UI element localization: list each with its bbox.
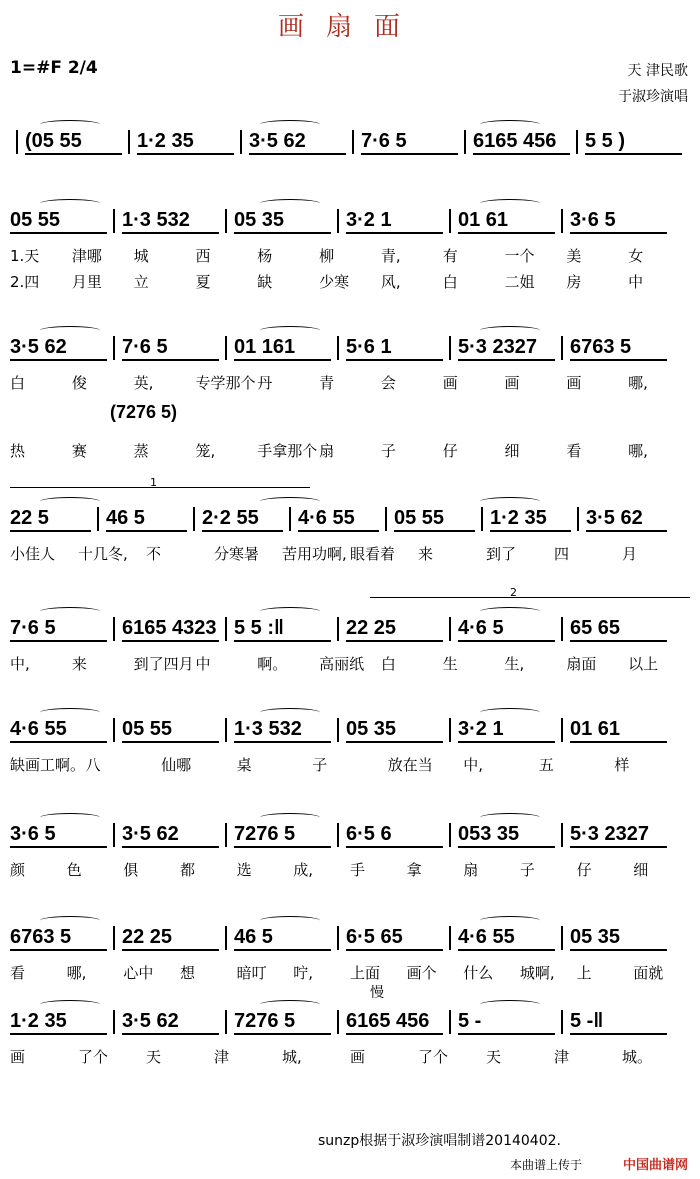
measure: 4·6 5 [458,617,555,642]
lyric-syllable: 城。 [622,1048,653,1066]
measure: 7276 5 [234,1010,331,1035]
lyric-syllable: 城, [282,1048,302,1066]
lyric-syllable: 暗叮 [236,964,267,982]
lyric-line-1 [10,1046,690,1067]
measure: 46 5 [106,507,187,532]
barline [337,926,339,950]
lyric-syllable: 五 [538,756,554,774]
lyric-syllable: 色 [66,861,82,879]
slur-mark [40,1000,100,1009]
barline [577,507,579,531]
slur-mark [40,199,100,208]
barline [576,130,578,154]
barline [337,209,339,233]
lyric-syllable: 生, [504,655,525,673]
lyric-syllable: 子 [519,861,535,879]
slur-mark [40,708,100,717]
barline [449,617,451,641]
lyric-syllable: 都 [179,861,195,879]
barline [128,130,130,154]
lyric-syllable: 十几冬, [78,545,128,563]
measure: 5 -‖ [570,1010,667,1035]
lyric-syllable: 画 [442,374,458,392]
lyric-syllable: 津哪 [71,247,102,265]
lyric-line-1 [10,543,690,564]
lyric-syllable: 仔 [576,861,592,879]
volta-bracket [370,586,690,599]
measure: 22 25 [346,617,443,642]
barline [561,718,563,742]
notation-line [10,209,690,239]
measure: 05 55 [10,209,107,234]
barline [449,926,451,950]
barline [225,209,227,233]
barline [113,823,115,847]
measure: 6165 456 [473,130,570,155]
lyric-syllable: 拿 [406,861,422,879]
barline [113,209,115,233]
lyric-syllable: 手 [349,861,365,879]
barline [16,130,18,154]
measure: 4·6 55 [10,718,107,743]
barline [449,1010,451,1034]
lyric-syllable: 来 [418,545,434,563]
notation-line [10,1010,690,1040]
lyric-syllable: 天 [486,1048,502,1066]
slur-mark [260,607,320,616]
measure: (05 55 [25,130,122,155]
measure: 053 35 [458,823,555,848]
measure: 6763 5 [10,926,107,951]
barline [337,718,339,742]
lyric-syllable: 风, [380,273,401,291]
lyric-syllable: 有 [442,247,458,265]
barline [225,617,227,641]
lyric-syllable: 细 [633,861,649,879]
measure: 46 5 [234,926,331,951]
barline [561,209,563,233]
barline [113,617,115,641]
measure: 3·6 5 [10,823,107,848]
volta-bracket [10,476,310,489]
measure: 7·6 5 [10,617,107,642]
lyric-syllable: 少寒 [319,273,350,291]
song-origin: 天 津民歌 [627,63,688,79]
slur-mark [40,497,100,506]
slur-mark [40,326,100,335]
barline [240,130,242,154]
measure: 3·5 62 [122,1010,219,1035]
lyric-syllable: 画 [504,374,520,392]
lyric-syllable: 想 [179,964,195,982]
measure: 5 - [458,1010,555,1035]
lyric-syllable: 柳 [319,247,335,265]
slur-mark [480,497,540,506]
measure: 1·3 532 [234,718,331,743]
lyric-syllable: 手拿那个 [257,442,318,460]
barline [449,336,451,360]
barline [225,1010,227,1034]
measure: 6·5 65 [346,926,443,951]
slur-mark [260,120,320,129]
measure: 7·6 5 [122,336,219,361]
lyric-syllable: 生 [442,655,458,673]
measure: 7·6 5 [361,130,458,155]
barline [337,823,339,847]
measure: 5·3 2327 [570,823,667,848]
lyric-syllable: 笼, [195,442,216,460]
barline [113,1010,115,1034]
measure: 22 25 [122,926,219,951]
lyric-syllable: 样 [614,756,630,774]
measure: 05 35 [346,718,443,743]
lyric-syllable: 西 [195,247,211,265]
lyric-syllable: 津 [214,1048,230,1066]
lyric-syllable: 扇面 [566,655,597,673]
notation-line [10,507,690,537]
lyric-syllable: 夏 [195,273,211,291]
barline [289,507,291,531]
lyric-syllable: 面就 [633,964,664,982]
measure: 3·2 1 [346,209,443,234]
lyric-syllable: 桌 [236,756,252,774]
measure: 3·5 62 [10,336,107,361]
measure: 3·2 1 [458,718,555,743]
lyric-syllable: 女 [628,247,644,265]
lyric-syllable: 蒸 [133,442,149,460]
lyric-syllable: 缺画工啊。 [10,756,86,774]
barline [561,336,563,360]
slur-mark [260,708,320,717]
lyric-syllable: 画 [350,1048,366,1066]
slur-mark [40,120,100,129]
barline [561,823,563,847]
barline [337,1010,339,1034]
lyric-syllable: 专学那个 [195,374,256,392]
key-signature: 1=#F 2/4 [10,58,98,78]
measure: 7276 5 [234,823,331,848]
lyric-syllable: 月里 [71,273,102,291]
measure: 1·2 35 [490,507,571,532]
lyric-syllable: 哪, [628,374,648,392]
lyric-syllable: 仔 [442,442,458,460]
lyric-syllable: 房 [566,273,582,291]
lyric-syllable: 细 [504,442,520,460]
lyric-syllable: 分寒暑 [214,545,260,563]
slur-mark [260,326,320,335]
lyric-syllable: 眼看着 [350,545,396,563]
barline [113,926,115,950]
lyric-syllable: 来 [71,655,87,673]
barline [225,718,227,742]
measure: 05 35 [234,209,331,234]
measure: 05 35 [570,926,667,951]
slur-mark [260,813,320,822]
lyric-line-1 [10,754,690,775]
measure: 6763 5 [570,336,667,361]
lyric-syllable: 到了四月 [133,655,194,673]
lyric-syllable: 城 [133,247,149,265]
lyric-syllable: 四 [554,545,570,563]
barline [481,507,483,531]
tempo-marking: 慢 [370,985,384,1001]
lyric-syllable: 成, [293,861,314,879]
barline [385,507,387,531]
measure: 5·6 1 [346,336,443,361]
lyric-syllable: 颜 [10,861,26,879]
site-logo[interactable]: 中国曲谱网 [622,1158,688,1173]
slur-mark [480,1000,540,1009]
lyric-syllable: 心中 [123,964,154,982]
lyric-syllable: 中 [628,273,644,291]
upload-note: 本曲谱上传于 [510,1158,583,1172]
measure: 6·5 6 [346,823,443,848]
lyric-line-1 [10,245,690,266]
slur-mark [480,120,540,129]
slur-mark [260,199,320,208]
measure: 01 61 [570,718,667,743]
lyric-syllable: 哪, [66,964,87,982]
measure: 05 55 [122,718,219,743]
lyric-syllable: 俱 [123,861,139,879]
lyric-syllable: 选 [236,861,252,879]
lyric-line-1 [10,372,690,393]
slur-mark [260,916,320,925]
barline [337,617,339,641]
lyric-syllable: 八 [85,756,101,774]
performer: 于淑珍演唱 [618,89,688,105]
lyric-syllable: 一个 [504,247,535,265]
lyric-syllable: 了个 [418,1048,449,1066]
lyric-syllable: 咛, [293,964,314,982]
measure: 3·6 5 [570,209,667,234]
lyric-syllable: 2.四 [10,273,40,291]
lyric-line-1 [10,859,690,880]
lyric-syllable: 白 [380,655,396,673]
lyric-syllable: 子 [312,756,328,774]
barline [449,823,451,847]
slur-mark [260,497,320,506]
barline [561,617,563,641]
lyric-syllable: 画 [566,374,582,392]
measure: 1·2 35 [137,130,234,155]
measure: 3·5 62 [586,507,667,532]
slur-mark [40,607,100,616]
song-title: 画扇面 [277,12,422,42]
barline [225,823,227,847]
notation-line [10,130,690,160]
lyric-syllable: 杨 [257,247,273,265]
measure: 6165 456 [346,1010,443,1035]
lyric-syllable: 上面 [349,964,380,982]
lyric-syllable: 英, [133,374,154,392]
measure: 5 5 :‖ [234,617,331,642]
lyric-syllable: 到了 [486,545,517,563]
lyric-syllable: 月 [622,545,638,563]
measure: 22 5 [10,507,91,532]
lyric-syllable: 白 [442,273,458,291]
lyric-syllable: 1.天 [10,247,40,265]
lyric-syllable: 上 [576,964,592,982]
lyric-line-1 [10,653,690,674]
lyric-syllable: 苦用功啊, [282,545,347,563]
measure: 4·6 55 [298,507,379,532]
measure: 4·6 55 [458,926,555,951]
lyric-syllable: 子 [380,442,396,460]
measure: 1·2 35 [10,1010,107,1035]
lyric-syllable: 扇 [319,442,335,460]
lyric-syllable: 小佳人 [10,545,56,563]
volta-number: 2 [510,586,517,599]
transcription-credit: sunzp根据于淑珍演唱制谱20140402. [318,1133,561,1149]
lyric-syllable: 不 [146,545,162,563]
barline [449,718,451,742]
barline [561,1010,563,1034]
lyric-syllable: 放在当 [387,756,433,774]
lyric-syllable: 扇 [463,861,479,879]
notation-line [10,617,690,647]
notation-line [10,718,690,748]
notation-line [10,926,690,956]
measure: 3·5 62 [122,823,219,848]
slur-mark [480,813,540,822]
lyric-syllable: 哪, [628,442,648,460]
measure: 2·2 55 [202,507,283,532]
inset-phrase: (7276 5) [110,402,178,422]
lyric-syllable: 缺 [257,273,273,291]
measure: 1·3 532 [122,209,219,234]
lyric-syllable: 什么 [463,964,494,982]
barline [97,507,99,531]
lyric-syllable: 热 [10,442,26,460]
lyric-syllable: 会 [380,374,396,392]
barline [193,507,195,531]
lyric-syllable: 白 [10,374,26,392]
lyric-syllable: 画个 [406,964,437,982]
measure: 01 61 [458,209,555,234]
barline [225,336,227,360]
lyric-syllable: 看 [10,964,26,982]
measure: 05 55 [394,507,475,532]
lyric-syllable: 天 [146,1048,162,1066]
measure: 01 161 [234,336,331,361]
measure: 5·3 2327 [458,336,555,361]
lyric-syllable: 青, [380,247,401,265]
lyric-syllable: 立 [133,273,149,291]
slur-mark [40,916,100,925]
lyric-line-1 [10,962,690,983]
lyric-syllable: 中, [10,655,30,673]
lyric-syllable: 啊。 [257,655,288,673]
slur-mark [480,199,540,208]
measure: 3·5 62 [249,130,346,155]
lyric-syllable: 高丽纸 [319,655,365,673]
lyric-line-2 [10,271,690,292]
lyric-syllable: 城啊, [519,964,555,982]
lyric-syllable: 赛 [71,442,87,460]
lyric-syllable: 仙哪 [161,756,192,774]
slur-mark [260,1000,320,1009]
volta-number: 1 [150,476,157,489]
barline [113,718,115,742]
barline [449,209,451,233]
lyric-syllable: 中, [463,756,484,774]
slur-mark [480,708,540,717]
lyric-syllable: 二姐 [504,273,535,291]
lyric-syllable: 青 [319,374,335,392]
barline [464,130,466,154]
measure: 65 65 [570,617,667,642]
barline [113,336,115,360]
lyric-syllable: 俊 [71,374,87,392]
slur-mark [480,607,540,616]
notation-line [10,336,690,366]
slur-mark [480,326,540,335]
lyric-syllable: 美 [566,247,582,265]
slur-mark [480,916,540,925]
lyric-syllable: 以上 [628,655,659,673]
barline [561,926,563,950]
lyric-syllable: 画 [10,1048,26,1066]
lyric-syllable: 津 [554,1048,570,1066]
notation-line [10,823,690,853]
measure: 5 5 ) [585,130,682,155]
barline [337,336,339,360]
lyric-line-2 [10,440,690,461]
lyric-syllable: 了个 [78,1048,109,1066]
slur-mark [40,813,100,822]
barline [225,926,227,950]
lyric-syllable: 中 [195,655,211,673]
lyric-syllable: 看 [566,442,582,460]
barline [352,130,354,154]
lyric-syllable: 丹 [257,374,273,392]
measure: 6165 4323 [122,617,219,642]
